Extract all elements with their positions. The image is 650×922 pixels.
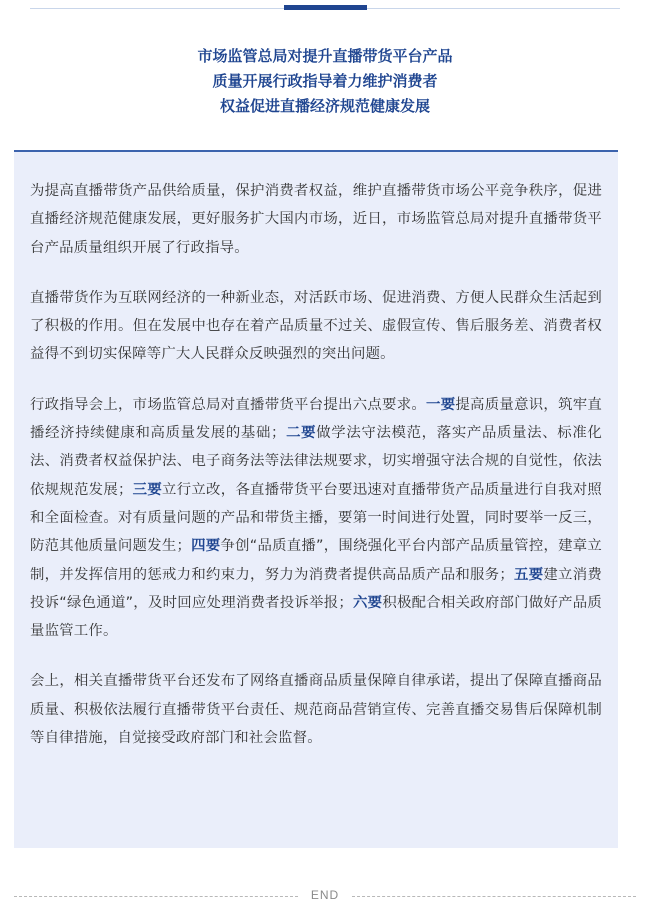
requirement-keyword-2: 二要 [285, 425, 317, 442]
end-label: END [310, 888, 340, 902]
requirement-text-3: 立行立改，各直播带货平台要迅速对直播带货产品质量进行自我对照和全面检查。对有质量问题的产品和带货主播，要第一时间进行处置，同时要举一反三，防范其他质量问题发生； [30, 481, 602, 555]
title-line-3: 权益促进直播经济规范健康发展 [219, 97, 430, 115]
requirement-keyword-6: 六要 [352, 594, 383, 611]
article-title [0, 44, 650, 119]
end-divider-right [352, 896, 636, 897]
paragraph-1: 为提高直播带货产品供给质量，保护消费者权益，维护直播带货市场公平竞争秩序，促进直播经济规范健康发展，更好服务扩大国内市场，近日，市场监管总局对提升直播带货平台产品质量组织开展了行政指导。 [30, 183, 602, 256]
requirement-text-6: 积极配合相关政府部门做好产品质量监管工作。 [30, 594, 602, 640]
requirement-text-1: 提高质量意识，筑牢直播经济持续健康和高质量发展的基础； [30, 396, 602, 442]
requirement-text-2: 做学法守法模范，落实产品质量法、标准化法、消费者权益保护法、电子商务法等法律法规要求，切实增强守法合规的自觉性，依法依规规范发展； [30, 425, 602, 498]
requirement-keyword-5: 五要 [513, 566, 544, 583]
requirements-intro: 行政指导会上，市场监管总局对直播带货平台提出六点要求。 [30, 396, 427, 413]
title-line-1: 市场监管总局对提升直播带货平台产品 [197, 47, 453, 65]
requirement-text-4: 争创“品质直播”，围绕强化平台内部产品质量管控，建章立制，并发挥信用的惩戒力和约束力，努力为消费者提供高品质产品和服务； [30, 538, 603, 583]
requirement-keyword-3: 三要 [132, 481, 163, 498]
end-marker [0, 886, 650, 906]
requirement-text-5: 建立消费投诉“绿色通道”，及时回应处理消费者投诉举报； [30, 566, 602, 611]
paragraph-3 [30, 391, 602, 646]
top-accent-bar [284, 5, 367, 10]
paragraph-2: 直播带货作为互联网经济的一种新业态，对活跃市场、促进消费、方便人民群众生活起到了积极的作用。但在发展中也存在着产品质量不过关、虚假宣传、售后服务差、消费者权益得不到切实保障等广大人民群众反映强烈的突出问题。 [30, 289, 602, 363]
title-line-2: 质量开展行政指导着力维护消费者 [212, 72, 438, 90]
paragraph-4: 会上，相关直播带货平台还发布了网络直播商品质量保障自律承诺，提出了保障直播商品质量、积极依法履行直播带货平台责任、规范商品营销宣传、完善直播交易售后保障机制等自律措施，自觉接受政府部门和社会监督。 [30, 673, 602, 747]
requirement-keyword-1: 一要 [426, 396, 456, 413]
requirement-keyword-4: 四要 [191, 538, 221, 555]
article-body [14, 150, 618, 848]
